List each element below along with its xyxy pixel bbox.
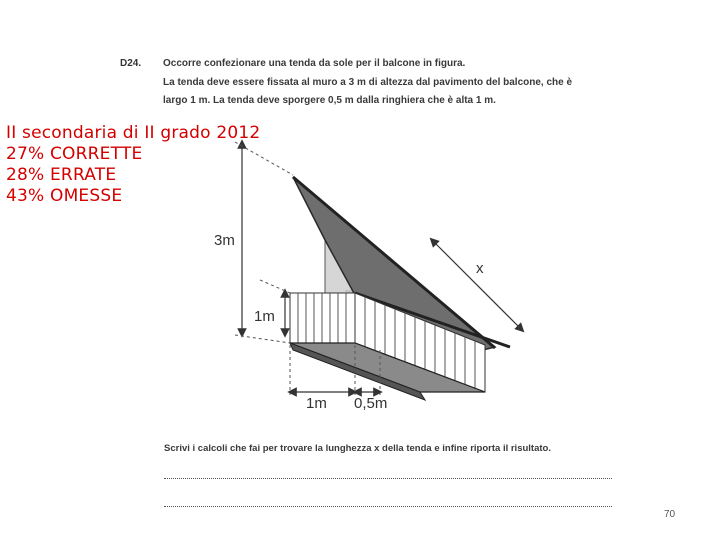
results-overlay bbox=[6, 123, 260, 207]
label-railing-height: 1m bbox=[254, 308, 275, 325]
instruction-text: Scrivi i calcoli che fai per trovare la lunghezza x della tenda e infine riporta il risultato. bbox=[164, 443, 551, 454]
question-line-1: Occorre confezionare una tenda da sole per il balcone in figura. bbox=[163, 58, 466, 69]
label-awning-x: x bbox=[476, 260, 484, 277]
overlay-correct: 27% CORRETTE bbox=[6, 144, 143, 164]
dim-3m-tick-bottom bbox=[235, 335, 290, 343]
overlay-title: II secondaria di II grado 2012 bbox=[6, 123, 261, 143]
question-line-2: La tenda deve essere fissata al muro a 3 m di altezza dal pavimento del balcone, che è bbox=[163, 77, 573, 88]
label-overhang: 0,5m bbox=[354, 395, 388, 412]
overlay-omitted: 43% OMESSE bbox=[6, 186, 123, 206]
question-line-3: largo 1 m. La tenda deve sporgere 0,5 m dalla ringhiera che è alta 1 m. bbox=[163, 95, 496, 106]
question-block bbox=[108, 38, 628, 118]
answer-line bbox=[164, 478, 612, 479]
label-wall-height: 3m bbox=[214, 232, 235, 249]
page-number: 70 bbox=[664, 509, 676, 520]
question-number: D24. bbox=[120, 58, 142, 69]
label-balcony-width: 1m bbox=[306, 395, 327, 412]
answer-line bbox=[164, 506, 612, 507]
overlay-wrong: 28% ERRATE bbox=[6, 165, 117, 185]
